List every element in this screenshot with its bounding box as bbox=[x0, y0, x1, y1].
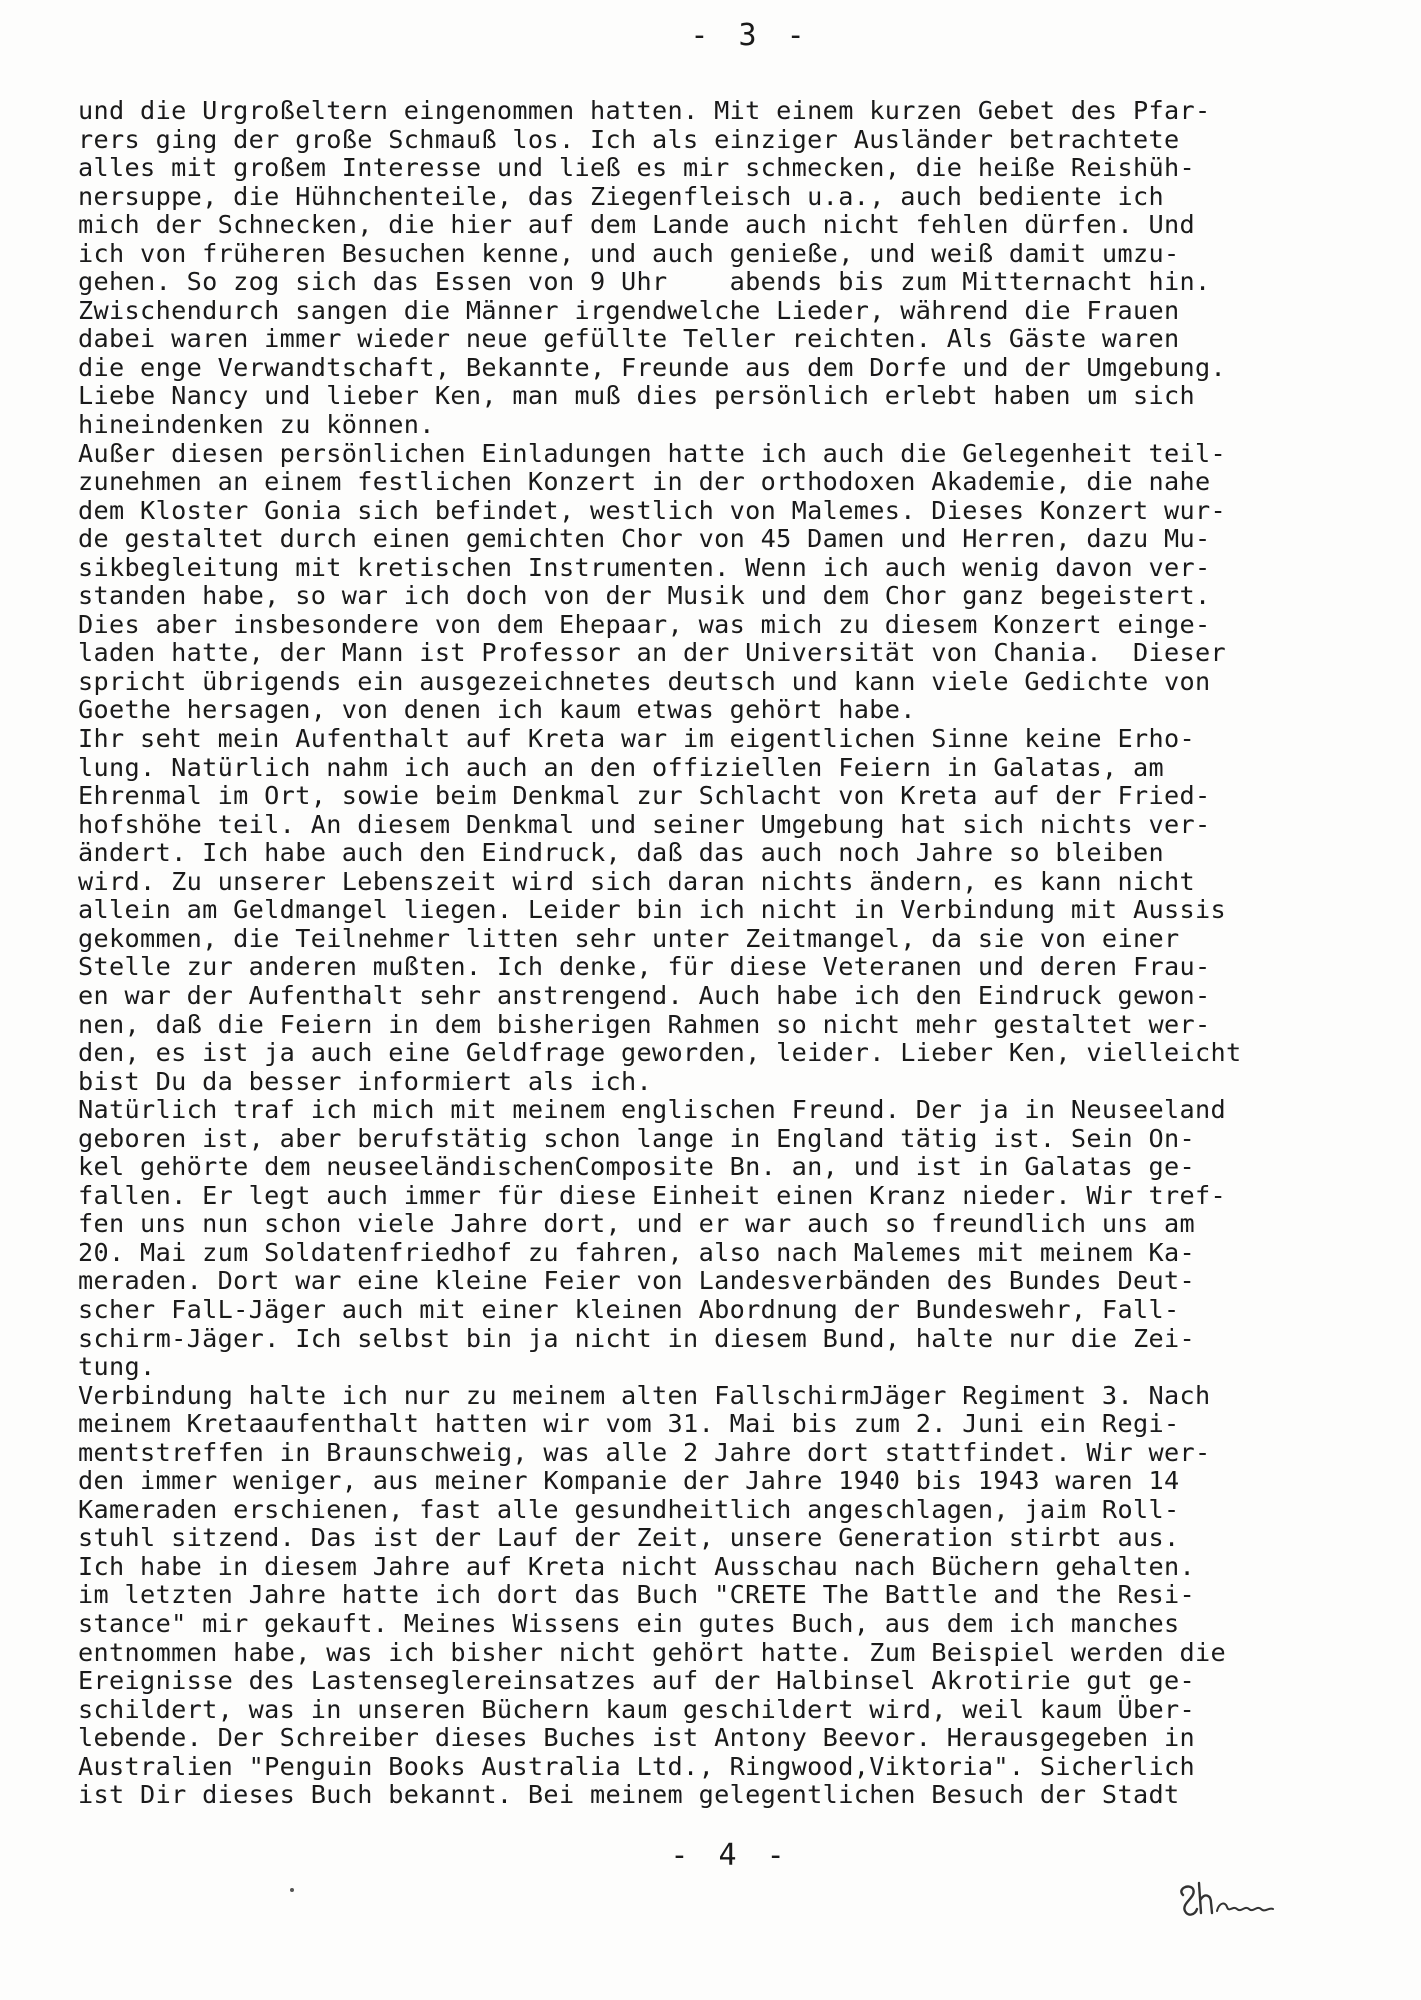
text-line: Ich habe in diesem Jahre auf Kreta nicht Ausschau nach Büchern gehalten. bbox=[78, 1551, 1196, 1581]
text-line: ist Dir dieses Buch bekannt. Bei meinem gelegentlichen Besuch der Stadt bbox=[78, 1780, 1180, 1810]
text-line: meraden. Dort war eine kleine Feier von Landesverbänden des Bundes Deut- bbox=[78, 1266, 1196, 1296]
text-line: Stelle zur anderen mußten. Ich denke, für diese Veteranen und deren Frau- bbox=[78, 952, 1211, 982]
text-line: Goethe hersagen, von denen ich kaum etwas gehört habe. bbox=[78, 695, 916, 725]
text-line: ändert. Ich habe auch den Eindruck, daß das auch noch Jahre so bleiben bbox=[78, 838, 1164, 868]
text-line: tung. bbox=[78, 1352, 156, 1382]
text-line: de gestaltet durch einen gemichten Chor von 45 Damen und Herren, dazu Mu- bbox=[78, 524, 1211, 554]
page-number-bottom: - 4 - bbox=[670, 1838, 791, 1873]
text-line: nen, daß die Feiern in dem bisherigen Rahmen so nicht mehr gestaltet wer- bbox=[78, 1009, 1211, 1039]
text-line: nersuppe, die Hühnchenteile, das Ziegenfleisch u.a., auch bediente ich bbox=[78, 181, 1164, 211]
text-line: Außer diesen persönlichen Einladungen hatte ich auch die Gelegenheit teil- bbox=[78, 438, 1227, 468]
text-line: laden hatte, der Mann ist Professor an der Universität von Chania. Dieser bbox=[78, 638, 1227, 668]
text-line: gehen. So zog sich das Essen von 9 Uhr abends bis zum Mitternacht hin. bbox=[78, 267, 1211, 297]
text-line: lebende. Der Schreiber dieses Buches ist Antony Beevor. Herausgegeben in bbox=[78, 1723, 1196, 1753]
text-line: geboren ist, aber berufstätig schon lange in England tätig ist. Sein On- bbox=[78, 1123, 1196, 1153]
text-line: hineindenken zu können. bbox=[78, 410, 435, 440]
letter-body bbox=[78, 97, 1368, 1810]
text-line: Verbindung halte ich nur zu meinem alten FallschirmJäger Regiment 3. Nach bbox=[78, 1380, 1211, 1410]
text-line: Natürlich traf ich mich mit meinem englischen Freund. Der ja in Neuseeland bbox=[78, 1095, 1227, 1125]
page-number-top: - 3 - bbox=[690, 18, 811, 53]
text-line: dem Kloster Gonia sich befindet, westlich von Malemes. Dieses Konzert wur- bbox=[78, 495, 1227, 525]
text-line: Zwischendurch sangen die Männer irgendwelche Lieder, während die Frauen bbox=[78, 295, 1180, 325]
text-line: fallen. Er legt auch immer für diese Einheit einen Kranz nieder. Wir tref- bbox=[78, 1180, 1227, 1210]
text-line: allein am Geldmangel liegen. Leider bin ich nicht in Verbindung mit Aussis bbox=[78, 895, 1227, 925]
text-line: alles mit großem Interesse und ließ es mir schmecken, die heiße Reishüh- bbox=[78, 153, 1196, 183]
text-line: dabei waren immer wieder neue gefüllte Teller reichten. Als Gäste waren bbox=[78, 324, 1180, 354]
text-line: stance" mir gekauft. Meines Wissens ein gutes Buch, aus dem ich manches bbox=[78, 1608, 1180, 1638]
handwritten-signature bbox=[1175, 1875, 1295, 1930]
text-line: kel gehörte dem neuseeländischenComposite Bn. an, und ist in Galatas ge- bbox=[78, 1152, 1196, 1182]
text-line: mentstreffen in Braunschweig, was alle 2 Jahre dort stattfindet. Wir wer- bbox=[78, 1437, 1211, 1467]
text-line: zunehmen an einem festlichen Konzert in der orthodoxen Akademie, die nahe bbox=[78, 467, 1211, 497]
text-line: den, es ist ja auch eine Geldfrage geworden, leider. Lieber Ken, vielleicht bbox=[78, 1038, 1242, 1068]
text-line: scher FalL-Jäger auch mit einer kleinen Abordnung der Bundeswehr, Fall- bbox=[78, 1294, 1180, 1324]
text-line: Kameraden erschienen, fast alle gesundheitlich angeschlagen, jaim Roll- bbox=[78, 1494, 1180, 1524]
text-line: Dies aber insbesondere von dem Ehepaar, was mich zu diesem Konzert einge- bbox=[78, 609, 1211, 639]
text-line: Ereignisse des Lastenseglereinsatzes auf der Halbinsel Akrotirie gut ge- bbox=[78, 1666, 1196, 1696]
text-line: den immer weniger, aus meiner Kompanie der Jahre 1940 bis 1943 waren 14 bbox=[78, 1466, 1180, 1496]
text-line: entnommen habe, was ich bisher nicht gehört hatte. Zum Beispiel werden die bbox=[78, 1637, 1227, 1667]
text-line: stuhl sitzend. Das ist der Lauf der Zeit, unsere Generation stirbt aus. bbox=[78, 1523, 1180, 1553]
text-line: standen habe, so war ich doch von der Musik und dem Chor ganz begeistert. bbox=[78, 581, 1211, 611]
text-line: mich der Schnecken, die hier auf dem Lande auch nicht fehlen dürfen. Und bbox=[78, 210, 1196, 240]
text-line: und die Urgroßeltern eingenommen hatten. Mit einem kurzen Gebet des Pfar- bbox=[78, 97, 1211, 125]
text-line: ich von früheren Besuchen kenne, und auch genieße, und weiß damit umzu- bbox=[78, 238, 1180, 268]
ink-dot bbox=[290, 1888, 294, 1892]
text-line: 20. Mai zum Soldatenfriedhof zu fahren, also nach Malemes mit meinem Ka- bbox=[78, 1237, 1196, 1267]
text-line: meinem Kretaaufenthalt hatten wir vom 31. Mai bis zum 2. Juni ein Regi- bbox=[78, 1409, 1180, 1439]
text-line: im letzten Jahre hatte ich dort das Buch "CRETE The Battle and the Resi- bbox=[78, 1580, 1196, 1610]
text-line: fen uns nun schon viele Jahre dort, und er war auch so freundlich uns am bbox=[78, 1209, 1196, 1239]
text-line: rers ging der große Schmauß los. Ich als einziger Ausländer betrachtete bbox=[78, 124, 1180, 154]
text-line: die enge Verwandtschaft, Bekannte, Freunde aus dem Dorfe und der Umgebung. bbox=[78, 352, 1227, 382]
text-line: sikbegleitung mit kretischen Instrumenten. Wenn ich auch wenig davon ver- bbox=[78, 552, 1211, 582]
text-line: hofshöhe teil. An diesem Denkmal und seiner Umgebung hat sich nichts ver- bbox=[78, 809, 1211, 839]
text-line: spricht übrigends ein ausgezeichnetes deutsch und kann viele Gedichte von bbox=[78, 666, 1211, 696]
text-line: Ihr seht mein Aufenthalt auf Kreta war im eigentlichen Sinne keine Erho- bbox=[78, 724, 1196, 754]
text-line: en war der Aufenthalt sehr anstrengend. Auch habe ich den Eindruck gewon- bbox=[78, 980, 1211, 1010]
text-line: lung. Natürlich nahm ich auch an den offiziellen Feiern in Galatas, am bbox=[78, 752, 1164, 782]
text-line: schildert, was in unseren Büchern kaum geschildert wird, weil kaum Über- bbox=[78, 1694, 1196, 1724]
text-line: Ehrenmal im Ort, sowie beim Denkmal zur Schlacht von Kreta auf der Fried- bbox=[78, 781, 1211, 811]
text-line: Liebe Nancy und lieber Ken, man muß dies persönlich erlebt haben um sich bbox=[78, 381, 1196, 411]
text-line: wird. Zu unserer Lebenszeit wird sich daran nichts ändern, es kann nicht bbox=[78, 866, 1196, 896]
text-line: schirm-Jäger. Ich selbst bin ja nicht in diesem Bund, halte nur die Zei- bbox=[78, 1323, 1196, 1353]
text-line: bist Du da besser informiert als ich. bbox=[78, 1066, 653, 1096]
text-line: Australien "Penguin Books Australia Ltd., Ringwood,Viktoria". Sicherlich bbox=[78, 1751, 1196, 1781]
text-line: gekommen, die Teilnehmer litten sehr unter Zeitmangel, da sie von einer bbox=[78, 923, 1180, 953]
